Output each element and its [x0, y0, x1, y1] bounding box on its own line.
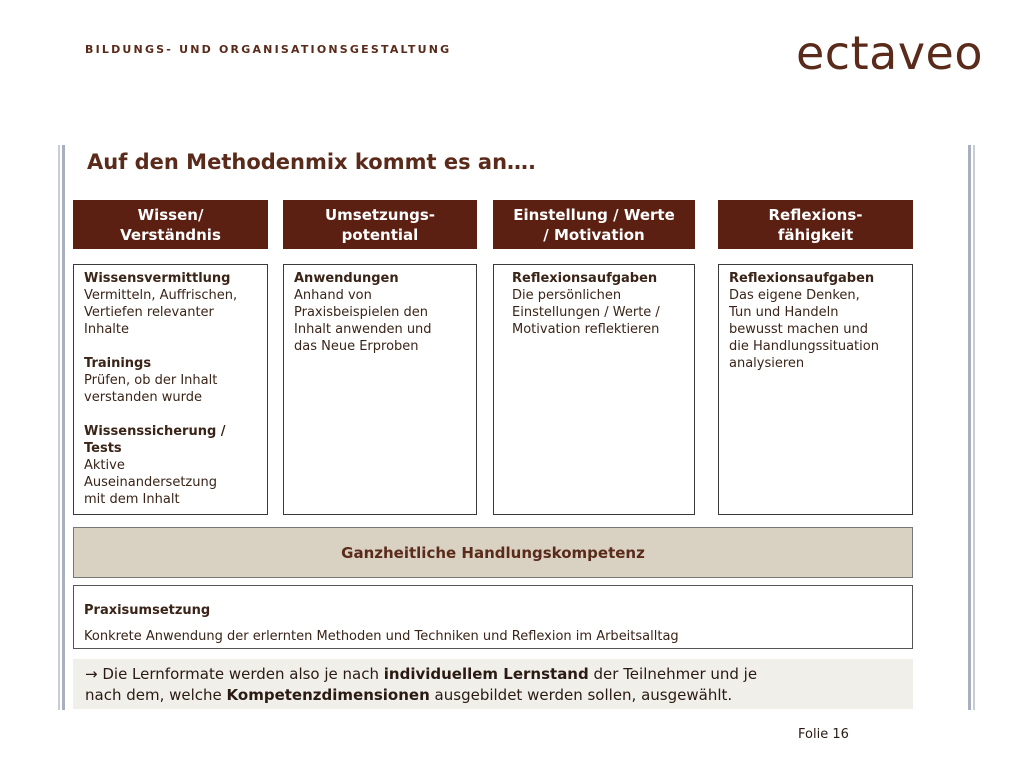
box-text: analysieren — [729, 356, 805, 371]
right-decor-bar — [973, 145, 975, 710]
box-text: Prüfen, ob der Inhalt — [84, 373, 218, 388]
box-text: Aktive — [84, 458, 125, 473]
praxis-heading: Praxisumsetzung — [84, 603, 211, 618]
praxis-text: Konkrete Anwendung der erlernten Methoden und Techniken und Reflexion im Arbeitsalltag — [84, 629, 679, 644]
box-text: Tun und Handeln — [729, 305, 839, 320]
box-heading: Wissenssicherung / — [84, 424, 226, 439]
summary-text: nach dem, welche — [85, 686, 227, 704]
box-heading: Reflexionsaufgaben — [512, 271, 658, 286]
box-text: mit dem Inhalt — [84, 492, 180, 507]
box-text: Auseinandersetzung — [84, 475, 217, 490]
category-wissen — [73, 200, 268, 249]
category-label: Einstellung / Werte — [513, 205, 675, 224]
box-text: Einstellungen / Werte / — [512, 305, 660, 320]
summary-text: der Teilnehmer und je — [588, 665, 758, 683]
box-text: Inhalte — [84, 322, 129, 337]
box-text: Das eigene Denken, — [729, 288, 860, 303]
box-text: bewusst machen und — [729, 322, 869, 337]
box-text: Vertiefen relevanter — [84, 305, 214, 320]
summary-emphasis: Kompetenzdimensionen — [226, 686, 430, 704]
category-label: Reflexions- — [768, 205, 863, 224]
method-box-umsetzung — [283, 264, 477, 515]
summary-text: Die Lernformate werden also je nach — [97, 665, 384, 683]
left-decor-bar — [62, 145, 65, 710]
box-text: Motivation reflektieren — [512, 322, 660, 337]
box-heading: Anwendungen — [294, 271, 399, 286]
box-text: Die persönlichen — [512, 288, 622, 303]
box-text: Anhand von — [294, 288, 372, 303]
summary-text: ausgebildet werden sollen, ausgewählt. — [429, 686, 733, 704]
method-box-wissen — [73, 264, 268, 515]
box-text: Vermitteln, Auffrischen, — [84, 288, 238, 303]
category-umsetzung — [283, 200, 477, 249]
method-box-einstellung — [493, 264, 695, 515]
arrow-icon: → — [85, 665, 98, 683]
header-tagline: BILDUNGS- UND ORGANISATIONSGESTALTUNG — [85, 43, 452, 56]
category-label: / Motivation — [543, 225, 645, 244]
method-box-reflexion — [718, 264, 913, 515]
box-text: die Handlungssituation — [729, 339, 879, 354]
category-label: fähigkeit — [777, 225, 854, 244]
category-einstellung — [493, 200, 695, 249]
box-text: das Neue Erproben — [294, 339, 419, 354]
category-label: Umsetzungs- — [324, 205, 436, 224]
slide-number: Folie 16 — [798, 727, 849, 742]
praxisumsetzung-box — [73, 585, 913, 649]
box-heading: Wissensvermittlung — [84, 271, 231, 286]
box-text: Praxisbeispielen den — [294, 305, 428, 320]
right-decor-bar — [968, 145, 971, 710]
box-heading: Tests — [84, 441, 122, 456]
box-heading: Trainings — [84, 356, 152, 371]
summary-note — [73, 659, 913, 709]
slide-title: Auf den Methodenmix kommt es an…. — [87, 150, 536, 174]
category-label: potential — [341, 225, 419, 244]
ganzheitliche-kompetenz-banner — [73, 527, 913, 578]
box-text: verstanden wurde — [84, 390, 202, 405]
left-decor-bar — [58, 145, 60, 710]
banner-label: Ganzheitliche Handlungskompetenz — [341, 543, 645, 562]
box-heading: Reflexionsaufgaben — [729, 271, 875, 286]
category-reflexion — [718, 200, 913, 249]
category-label: Verständnis — [120, 225, 221, 244]
box-text: Inhalt anwenden und — [294, 322, 432, 337]
ectaveo-logo: ectaveo — [796, 26, 983, 80]
category-label: Wissen/ — [137, 205, 204, 224]
summary-emphasis: individuellem Lernstand — [383, 665, 589, 683]
